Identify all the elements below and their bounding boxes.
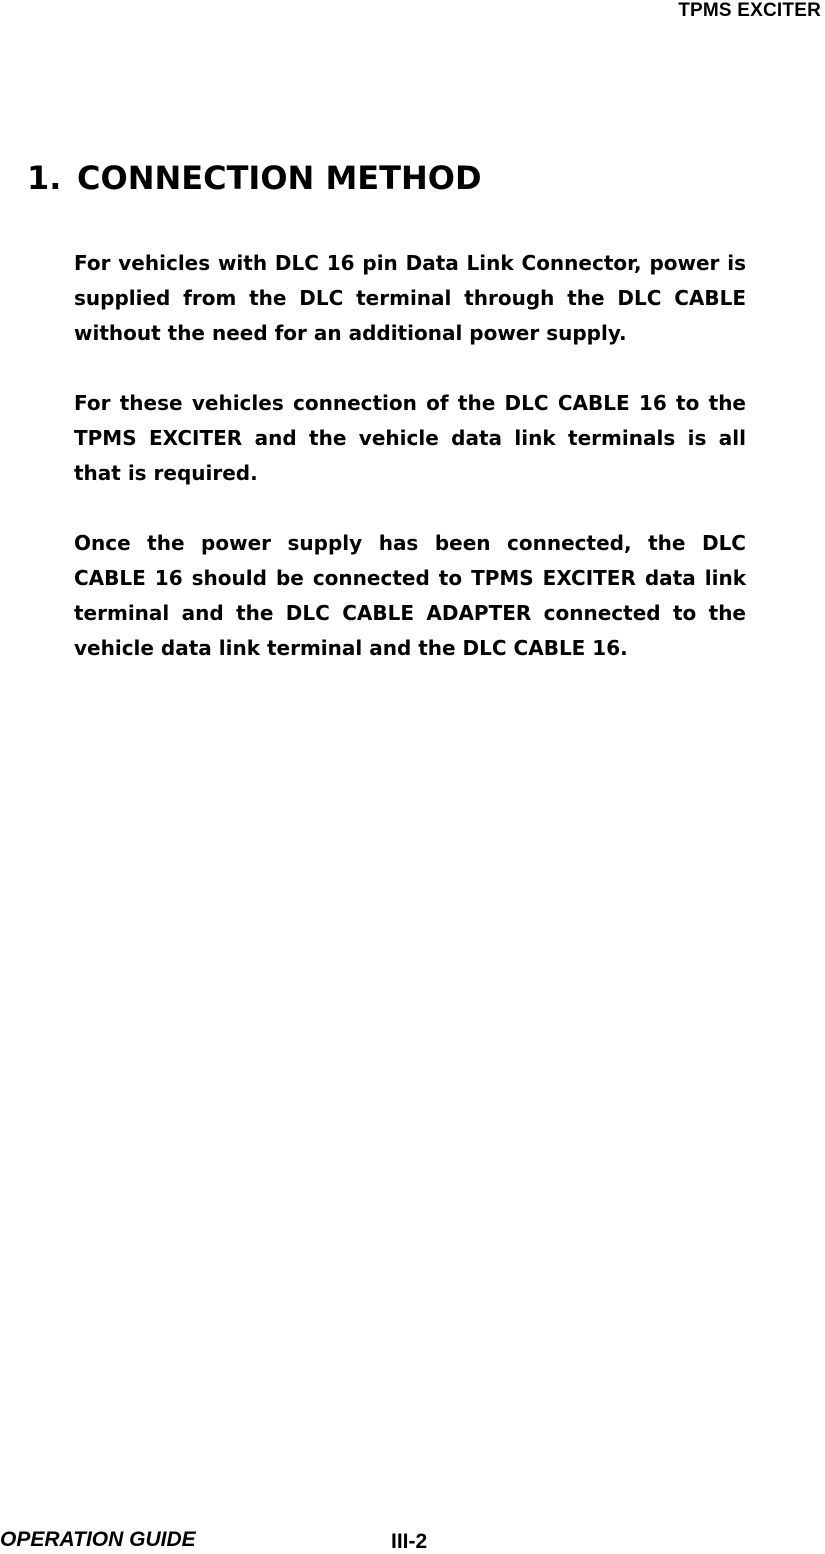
section-body (74, 246, 746, 701)
paragraph-cable-connection: Once the power supply has been connected, the DLC CABLE 16 should be connected to TPMS EXCITER data link terminal and the DLC CABLE ADAPTER connected to the vehicle data link terminal and the DLC CABLE 16. (74, 531, 746, 660)
paragraph-power-supply: For vehicles with DLC 16 pin Data Link Connector, power is supplied from the DLC terminal through the DLC CABLE without the need for an additional power supply. (74, 251, 746, 345)
section-title: CONNECTION METHOD (77, 159, 482, 197)
section-number: 1. (27, 159, 62, 197)
footer-page-number: III-2 (391, 1530, 428, 1553)
running-header-title: TPMS EXCITER (678, 0, 821, 21)
section-heading (27, 158, 482, 198)
paragraph-connection-requirement: For these vehicles connection of the DLC CABLE 16 to the TPMS EXCITER and the vehicle data link terminals is all that is required. (74, 391, 746, 485)
footer-guide-label: OPERATION GUIDE (0, 1528, 196, 1551)
